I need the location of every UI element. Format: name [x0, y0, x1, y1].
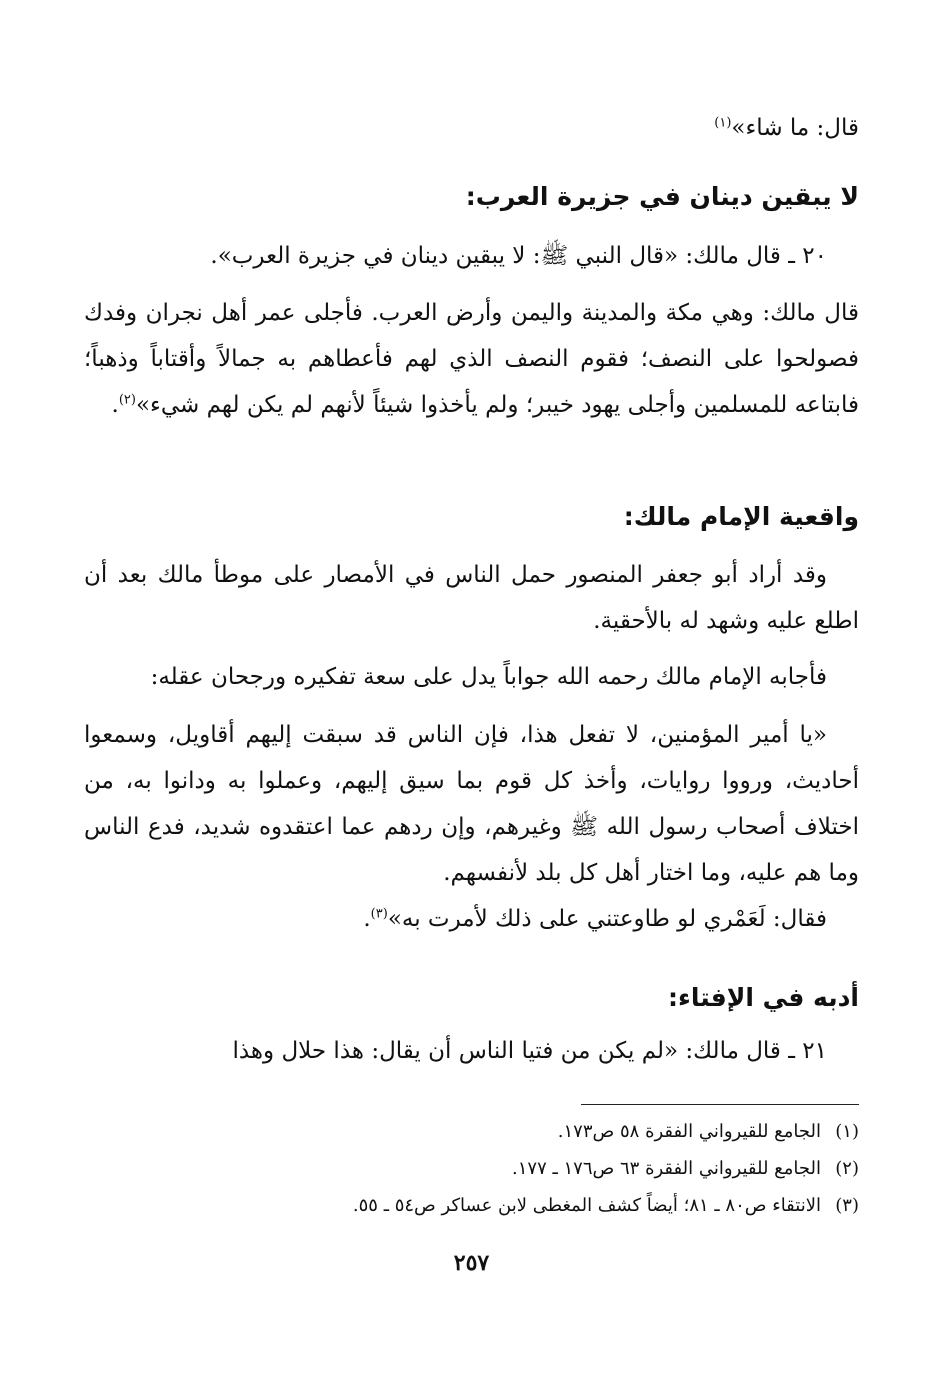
footnote-1 [84, 1120, 859, 1144]
heading-fatwa-etiquette: أدبه في الإفتاء: [668, 983, 859, 1012]
footnote-ref-3: (٣) [370, 906, 388, 922]
text: فقال: لَعَمْري لو طاوعتني على ذلك لأمرت به» [387, 906, 827, 932]
footnote-text: الانتقاء ص٨٠ ـ ٨١؛ أيضاً كشف المغطى لابن عساكر ص٥٤ ـ ٥٥. [352, 1195, 821, 1216]
footnote-separator [581, 1104, 859, 1105]
text: قال: ما شاء» [731, 115, 859, 141]
footnote-ref-2: (٢) [118, 392, 136, 408]
footnote-text: الجامع للقيرواني الفقرة ٥٨ ص١٧٣. [557, 1121, 821, 1142]
period: . [111, 392, 119, 418]
paragraph-21: ٢١ ـ قال مالك: «لم يكن من فتيا الناس أن يقال: هذا حلال وهذا [232, 1038, 827, 1064]
period: . [363, 906, 371, 932]
page-number: ٢٥٧ [453, 1250, 490, 1276]
footnote-number: (٣) [835, 1195, 859, 1216]
paragraph-intro-end [84, 105, 859, 151]
footnote-ref-1: (١) [714, 115, 732, 131]
paragraph-20: ٢٠ ـ قال مالك: «قال النبي ﷺ: لا يبقين دينان في جزيرة العرب». [210, 243, 827, 269]
paragraph-malik-explanation [84, 290, 859, 428]
paragraph-mansur: وقد أراد أبو جعفر المنصور حمل الناس في الأمصار على موطأ مالك بعد أن اطلع عليه وشهد له بالأحقية. [84, 562, 859, 634]
text: قال مالك: وهي مكة والمدينة واليمن وأرض العرب. فأجلى عمر أهل نجران وفدك فصولحوا على النصف؛ فقوم النصف الذي لهم فأعطاهم به جمالاً وأقتاباً وذهباً؛ فابتاعه للمسلمين وأجلى يهود خيبر؛ ولم يأخذوا شيئاً لأنهم لم يكن لهم شيء» [84, 300, 859, 418]
footnote-number: (١) [835, 1121, 859, 1142]
paragraph-reply [84, 896, 859, 942]
footnote-2 [84, 1157, 859, 1181]
heading-two-religions: لا يبقين دينان في جزيرة العرب: [465, 182, 859, 211]
heading-malik-realism: واقعية الإمام مالك: [623, 502, 859, 531]
paragraph-malik-answer: فأجابه الإمام مالك رحمه الله جواباً يدل على سعة تفكيره ورجحان عقله: [150, 664, 827, 690]
footnote-text: الجامع للقيرواني الفقرة ٦٣ ص١٧٦ ـ ١٧٧. [512, 1158, 821, 1179]
paragraph-quote: «يا أمير المؤمنين، لا تفعل هذا، فإن الناس قد سبقت إليهم أقاويل، وسمعوا أحاديث، ورووا روايات، وأخذ كل قوم بما سيق إليهم، وعملوا به ودانوا به، من اختلاف أصحاب رسول الله ﷺ وغيرهم، وإن ردهم عما اعتقدوه شديد، فدع الناس وما هم عليه، وما اختار أهل كل بلد لأنفسهم. [84, 722, 859, 886]
footnote-number: (٢) [835, 1158, 859, 1179]
footnote-3 [84, 1194, 859, 1218]
